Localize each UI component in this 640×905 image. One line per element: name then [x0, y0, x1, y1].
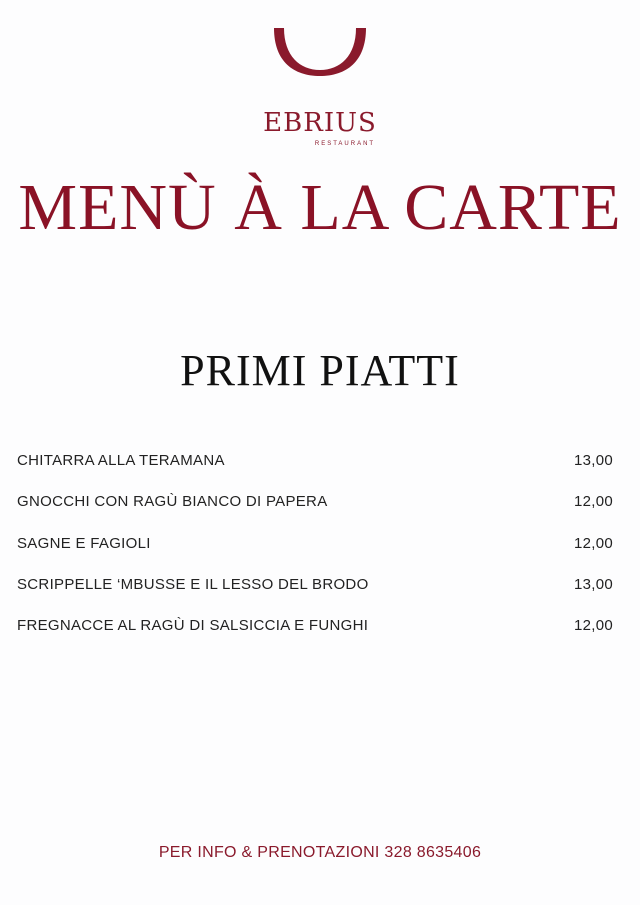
- menu-item: [17, 617, 613, 658]
- item-name: SCRIPPELLE ‘MBUSSE E IL LESSO DEL BRODO: [17, 575, 369, 593]
- item-name: CHITARRA ALLA TERAMANA: [17, 452, 225, 469]
- logo-arc-icon: [260, 26, 380, 86]
- item-name: FREGNACCE AL RAGÙ DI SALSICCIA E FUNGHI: [17, 617, 369, 635]
- menu-item: [17, 452, 613, 493]
- item-price: 12,00: [573, 493, 613, 511]
- menu-item: [17, 493, 613, 534]
- logo-name: EBRIUS: [263, 108, 377, 138]
- menu-item: [17, 576, 613, 617]
- item-name: SAGNE E FAGIOLI: [17, 534, 151, 552]
- item-price: 12,00: [573, 534, 613, 552]
- page-title: MENÙ À LA CARTE: [18, 171, 622, 244]
- section-title: PRIMI PIATTI: [180, 346, 460, 395]
- item-price: 12,00: [573, 617, 613, 635]
- menu-list: [17, 452, 613, 658]
- footer-contact: PER INFO & PRENOTAZIONI 328 8635406: [158, 844, 482, 861]
- restaurant-logo: [260, 26, 380, 147]
- item-name: GNOCCHI CON RAGÙ BIANCO DI PAPERA: [17, 493, 328, 511]
- logo-subtitle: RESTAURANT: [314, 141, 376, 147]
- item-price: 13,00: [573, 452, 613, 469]
- menu-item: [17, 535, 613, 576]
- item-price: 13,00: [573, 575, 613, 593]
